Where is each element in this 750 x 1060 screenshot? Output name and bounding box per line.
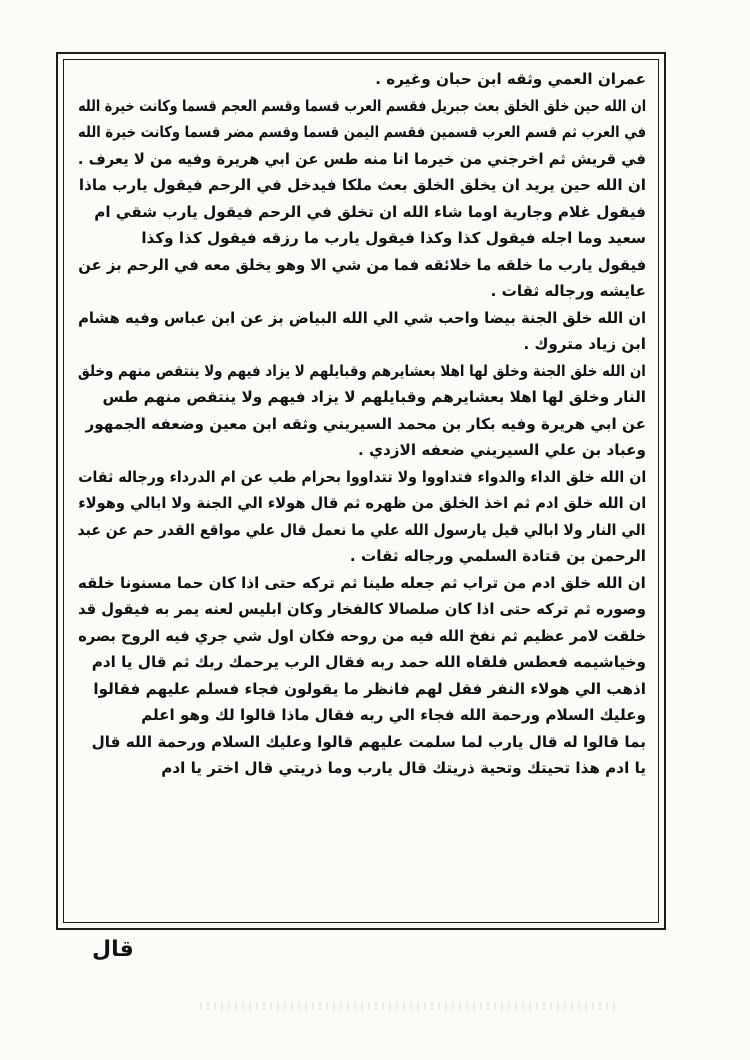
text-line: في العرب ثم قسم العرب قسمين فقسم اليمن قسما وقسم مضر قسما وكانت خيرة الله (78, 123, 646, 141)
text-line: خلقت لامر عظيم ثم نفخ الله فيه من روحه فكان اول شي جري فيه الروح بصره (78, 626, 646, 645)
text-line: اذهب الي هولاء النفر فقل لهم فانظر ما يقولون فجاء فسلم عليهم فقالوا (93, 679, 646, 698)
text-line: سعيد وما اجله فيقول كذا وكذا فيقول يارب ما رزقه فيقول كذا وكذا (141, 229, 646, 247)
text-line: ان الله حين خلق الخلق بعث جبريل فقسم العرب قسما وقسم العجم قسما وكانت خيرة الله (78, 96, 646, 115)
text-line: بما قالوا له قال يارب لما سلمت عليهم قالوا وعليك السلام ورحمة الله قال (91, 732, 646, 751)
text-line: ان الله خلق الجنة وخلق لها اهلا بعشايرهم وقبايلهم لا يزاد فيهم ولا ينتقص منهم وخلق (78, 361, 646, 380)
text-line: فيقول يارب ما خلقه ما خلائقه فما من شي الا وهو يخلق معه في الرحم بز عن (78, 255, 646, 274)
text-line: وخياشيمه فعطس فلقاه الله حمد ربه فقال الرب يرحمك ربك ثم قال يا ادم (91, 653, 646, 671)
catchword: قال (92, 937, 134, 962)
scan-artifact (200, 1002, 620, 1010)
text-line: الي النار ولا ابالي قيل يارسول الله علي ما نعمل قال علي مواقع القدر حم عن عبد (78, 520, 646, 539)
text-line: عن ابي هريرة وفيه بكار بن محمد السيريني وثقه ابن معين وضعفه الجمهور (85, 414, 646, 433)
text-line: ان الله حين يريد ان يخلق الخلق بعث ملكا فيدخل في الرحم فيقول يارب ماذا (78, 176, 646, 194)
text-line: وصوره ثم تركه حتى اذا كان صلصالا كالفخار وكان ابليس لعنه يمر به فيقول قد (78, 600, 646, 618)
text-line: في قريش ثم اخرجني من خيرما انا منه طس عن ابي هريرة وفيه من لا يعرف . (78, 149, 646, 168)
text-line: فيقول غلام وجارية اوما شاء الله ان تخلق في الرحم فيقول يارب شقي ام (94, 202, 646, 221)
text-line: ان الله خلق ادم ثم اخذ الخلق من ظهره ثم قال هولاء الي الجنة ولا ابالي وهولاء (78, 494, 646, 512)
text-line: ان الله خلق الداء والدواء فتداووا ولا تتداووا بحرام طب عن ام الدرداء ورجاله ثقات (78, 467, 646, 486)
manuscript-text (78, 66, 646, 918)
text-line: عمران العمي وثقه ابن حبان وغيره . (375, 70, 646, 88)
text-line: وعليك السلام ورحمة الله فجاء الي ربه فقال ماذا قالوا لك وهو اعلم (141, 706, 646, 724)
text-line: يا ادم هذا تحيتك وتحية ذريتك قال يارب وما ذريتي قال اختر يا ادم (161, 759, 646, 777)
text-line: ان الله خلق الجنة بيضا واحب شي الي الله البياض بز عن ابن عباس وفيه هشام (78, 308, 646, 327)
text-line: عايشه ورجاله ثقات . (490, 282, 646, 300)
text-line: ابن زياد متروك . (523, 335, 646, 353)
text-line: ان الله خلق ادم من تراب ثم جعله طينا ثم تركه حتى اذا كان حما مسنونا خلقه (78, 573, 646, 592)
text-line: وعباد بن علي السيريني ضعفه الازدي . (358, 441, 646, 459)
text-line: النار وخلق لها اهلا بعشايرهم وقبايلهم لا يزاد فيهم ولا ينتقص منهم طس (102, 388, 646, 406)
text-line: الرحمن بن قتادة السلمي ورجاله ثقات . (349, 547, 646, 565)
